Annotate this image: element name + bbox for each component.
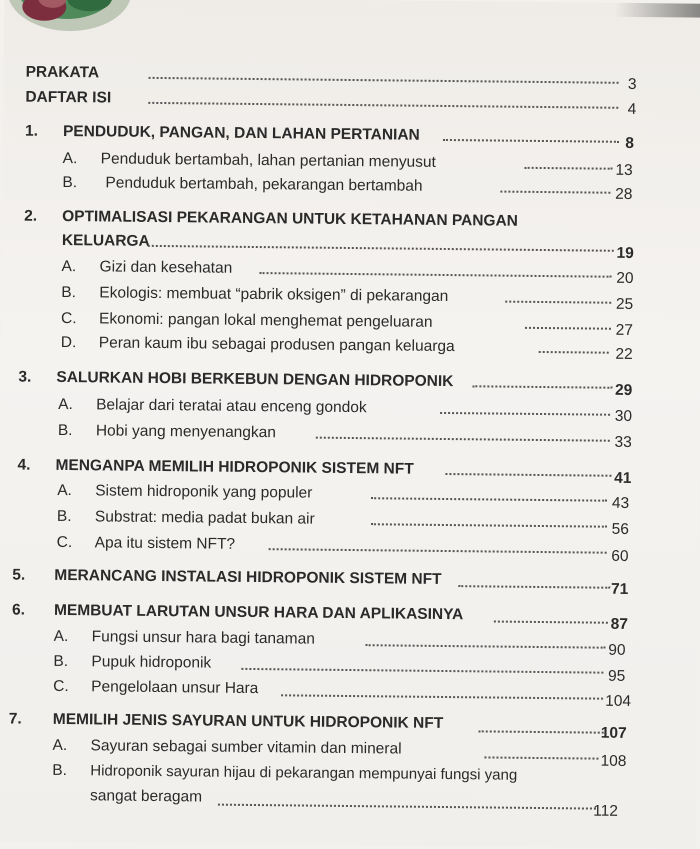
subsection-letter: A. (61, 257, 77, 276)
dot-leader (366, 644, 606, 649)
subsection-letter: B. (62, 173, 78, 192)
toc-chapter[interactable] (0, 566, 698, 598)
subsection-title: Sayuran sebagai sumber vitamin dan mineral (90, 737, 402, 758)
dot-leader (148, 245, 614, 252)
subsection-title: Hobi yang menyenangkan (95, 422, 277, 442)
chapter-title: MERANCANG INSTALASI HIDROPONIK SISTEM NFT (54, 566, 442, 588)
toc-chapter[interactable] (1, 368, 700, 399)
toc-page: 13 (615, 161, 633, 179)
subsection-letter: D. (60, 333, 77, 352)
subsection-title: Gizi dan kesehatan (99, 258, 233, 277)
toc-page: 87 (610, 615, 628, 633)
toc-page: 30 (614, 407, 633, 425)
subsection-title: Penduduk bertambah, pekarangan bertambah (105, 174, 423, 195)
subsection-letter: B. (57, 421, 73, 440)
toc-page: 95 (607, 667, 626, 685)
toc-page: 108 (600, 752, 627, 770)
toc-subsection-continued[interactable] (0, 786, 696, 820)
chapter-number: 4. (17, 456, 31, 474)
toc-page: 27 (615, 321, 634, 339)
toc-page: 25 (615, 295, 634, 313)
toc-chapter[interactable] (2, 207, 700, 230)
subsection-letter: C. (53, 677, 69, 696)
dot-leader (281, 694, 603, 699)
toc-chapter[interactable] (3, 122, 700, 152)
subsection-letter: A. (62, 149, 78, 168)
subsection-letter: B. (53, 652, 69, 671)
subsection-title: Substrat: media padat bukan air (94, 508, 315, 528)
subsection-title: Belajar dari teratai atau enceng gondok (96, 396, 367, 417)
subsection-title: Hidroponik sayuran hijau di pekarangan mempunyai fungsi yang (90, 762, 518, 784)
dot-leader (371, 497, 607, 501)
subsection-letter: C. (56, 533, 73, 552)
toc-page: 71 (610, 580, 629, 598)
toc-page: 28 (615, 185, 633, 203)
toc-page: 60 (611, 547, 629, 565)
dot-leader (484, 756, 598, 759)
chapter-title: OPTIMALISASI PEKARANGAN UNTUK KETAHANAN PANGAN (62, 207, 518, 230)
dot-leader (149, 77, 619, 84)
chapter-title-continued: KELUARGA (61, 231, 150, 250)
toc-page: 43 (611, 494, 630, 512)
subsection-title: Sistem hidroponik yang populer (95, 482, 313, 502)
dot-leader (241, 668, 603, 674)
toc-page: 90 (608, 641, 626, 659)
toc-page: 3 (627, 75, 637, 93)
dot-leader (269, 548, 607, 554)
subsection-title-continued: sangat beragam (89, 787, 203, 806)
chapter-number: 2. (24, 207, 38, 225)
subsection-title: Ekonomi: pangan lokal menghemat pengeluaran (98, 310, 433, 331)
chapter-title: MEMBUAT LARUTAN UNSUR HARA DAN APLIKASINYA (53, 601, 464, 624)
toc-chapter[interactable] (0, 601, 698, 633)
dot-leader (316, 437, 610, 442)
toc-page: 22 (615, 345, 633, 363)
dot-leader (148, 102, 618, 109)
dot-leader (440, 412, 610, 416)
chapter-number: 3. (18, 368, 32, 386)
toc-chapter[interactable] (0, 710, 697, 742)
toc-title: DAFTAR ISI (25, 88, 112, 107)
toc-page: 20 (616, 269, 634, 287)
subsection-title: Pengelolaan unsur Hara (91, 678, 259, 698)
toc-page: 41 (614, 469, 632, 487)
subsection-letter: B. (56, 507, 72, 526)
chapter-number: 1. (24, 122, 39, 140)
toc-page: 107 (600, 724, 627, 742)
subsection-letter: C. (60, 309, 77, 328)
dot-leader (260, 272, 612, 278)
subsection-letter: A. (58, 395, 73, 414)
subsection-letter: B. (61, 283, 77, 302)
subsection-letter: B. (52, 761, 68, 780)
subsection-letter: A. (53, 627, 69, 646)
dot-leader (443, 139, 619, 143)
chapter-number: 7. (8, 710, 22, 728)
subsection-title: Pupuk hidroponik (91, 653, 212, 672)
decorative-illustration (4, 0, 139, 46)
toc-page: 19 (616, 244, 634, 262)
dot-leader (371, 523, 607, 527)
toc-page: 33 (614, 433, 632, 451)
toc-page: 4 (627, 100, 637, 118)
toc-page: 112 (593, 802, 619, 820)
chapter-number: 5. (12, 566, 26, 584)
subsection-title: Ekologis: membuat “pabrik oksigen” di pekarangan (99, 284, 449, 306)
toc-title: PRAKATA (25, 63, 100, 82)
subsection-letter: A. (57, 481, 72, 500)
dot-leader (218, 804, 596, 810)
chapter-title: PENDUDUK, PANGAN, DAN LAHAN PERTANIAN (62, 122, 420, 144)
subsection-letter: A. (52, 736, 68, 755)
subsection-title: Fungsi unsur hara bagi tanaman (91, 628, 315, 648)
toc-page: 29 (614, 381, 633, 399)
toc-page: 56 (611, 520, 629, 538)
toc-chapter[interactable] (0, 456, 700, 487)
subsection-title: Apa itu sistem NFT? (94, 534, 236, 553)
chapter-title: MEMILIH JENIS SAYURAN UNTUK HIDROPONIK NFT (52, 710, 444, 732)
toc-page: 104 (605, 692, 632, 710)
toc-chapter-continued[interactable] (2, 231, 700, 262)
chapter-number: 6. (11, 601, 26, 619)
toc-front-prakata[interactable] (4, 63, 700, 93)
chapter-title: MENGANPA MEMILIH HIDROPONIK SISTEM NFT (55, 456, 414, 478)
toc-page: 8 (625, 134, 635, 152)
page-shadow (614, 3, 700, 18)
subsection-title: Penduduk bertambah, lahan pertanian menyusut (100, 150, 436, 171)
dot-leader (445, 473, 611, 477)
chapter-title: SALURKAN HOBI BERKEBUN DENGAN HIDROPONIK (56, 368, 454, 391)
subsection-title: Peran kaum ibu sebagai produsen pangan keluarga (98, 334, 455, 356)
